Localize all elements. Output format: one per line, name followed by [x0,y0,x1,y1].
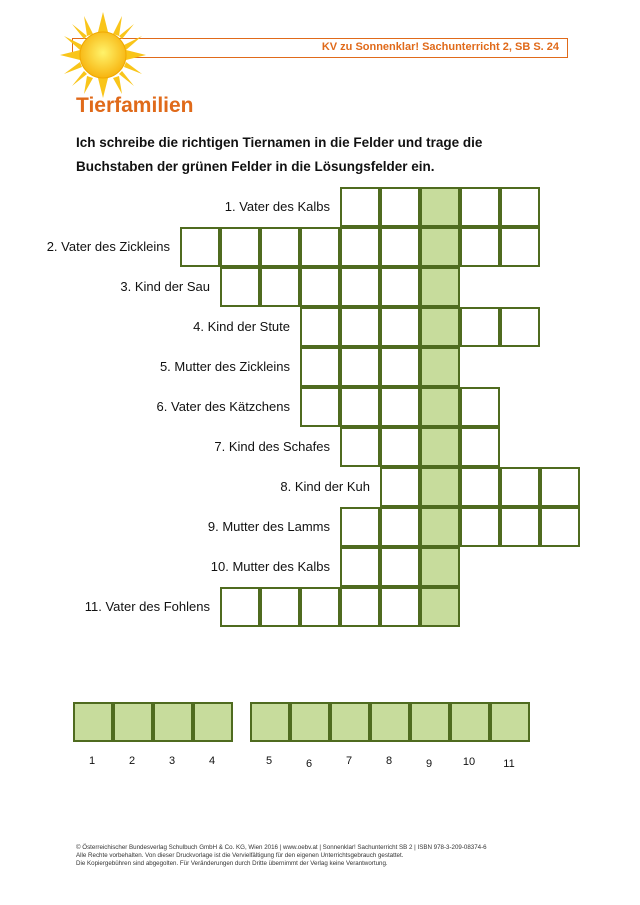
answer-cell-highlighted[interactable] [420,547,460,587]
solution-number: 7 [345,755,353,767]
answer-cell[interactable] [340,387,380,427]
answer-cell[interactable] [300,227,340,267]
page-title: Tierfamilien [76,94,194,117]
solution-cell[interactable] [330,702,370,742]
answer-cell[interactable] [380,387,420,427]
solution-number: 2 [128,755,136,767]
clue-label: 4. Kind der Stute [193,319,290,334]
answer-cell[interactable] [500,467,540,507]
answer-cell[interactable] [460,307,500,347]
answer-cell[interactable] [220,587,260,627]
answer-cell-highlighted[interactable] [420,347,460,387]
answer-cell[interactable] [380,427,420,467]
solution-cell[interactable] [370,702,410,742]
answer-cell[interactable] [300,347,340,387]
answer-cell[interactable] [380,187,420,227]
answer-cell[interactable] [300,387,340,427]
answer-cell[interactable] [380,347,420,387]
answer-cell[interactable] [340,547,380,587]
answer-cell[interactable] [340,227,380,267]
solution-cell[interactable] [73,702,113,742]
clue-label: 1. Vater des Kalbs [224,199,330,214]
answer-cell[interactable] [540,467,580,507]
answer-cell[interactable] [380,227,420,267]
header-box [72,38,568,58]
answer-cell-highlighted[interactable] [420,227,460,267]
answer-cell[interactable] [460,187,500,227]
answer-cell-highlighted[interactable] [420,587,460,627]
answer-cell[interactable] [380,507,420,547]
answer-cell-highlighted[interactable] [420,307,460,347]
answer-cell[interactable] [260,267,300,307]
answer-cell[interactable] [340,587,380,627]
answer-cell[interactable] [340,267,380,307]
answer-cell-highlighted[interactable] [420,267,460,307]
answer-cell[interactable] [380,267,420,307]
solution-cell[interactable] [290,702,330,742]
solution-cell[interactable] [153,702,193,742]
answer-cell-highlighted[interactable] [420,187,460,227]
solution-cell[interactable] [450,702,490,742]
answer-cell[interactable] [460,387,500,427]
answer-cell-highlighted[interactable] [420,387,460,427]
solution-cell[interactable] [410,702,450,742]
clue-label: 6. Vater des Kätzchens [156,399,290,414]
solution-cell[interactable] [490,702,530,742]
solution-number: 9 [425,758,433,770]
answer-cell[interactable] [340,347,380,387]
answer-cell[interactable] [500,187,540,227]
clue-label: 10. Mutter des Kalbs [210,559,330,574]
footer-line-2: Alle Rechte vorbehalten. Von dieser Druckvorlage ist die Vervielfältigung für den eigenen Unterrichtsgebrauch gestattet. [76,852,404,859]
answer-cell[interactable] [380,307,420,347]
clue-label: 2. Vater des Zickleins [46,239,170,254]
solution-cell[interactable] [250,702,290,742]
answer-cell[interactable] [300,267,340,307]
answer-cell[interactable] [260,587,300,627]
answer-cell[interactable] [380,587,420,627]
answer-cell[interactable] [340,187,380,227]
solution-number: 11 [503,758,515,770]
footer-line-3: Die Kopiergebühren sind abgegolten. Für Veränderungen durch Dritte übernimmt der Verlag keine Verantwortung. [76,860,388,867]
answer-cell[interactable] [300,587,340,627]
answer-cell[interactable] [380,467,420,507]
header-text: KV zu Sonnenklar! Sachunterricht 2, SB S. 24 [321,41,559,53]
solution-number: 5 [265,755,273,767]
answer-cell-highlighted[interactable] [420,507,460,547]
answer-cell[interactable] [500,307,540,347]
clue-label: 5. Mutter des Zickleins [159,359,290,374]
solution-number: 4 [208,755,216,767]
answer-cell-highlighted[interactable] [420,427,460,467]
clue-label: 8. Kind der Kuh [280,479,370,494]
answer-cell[interactable] [500,507,540,547]
solution-number: 8 [385,755,393,767]
solution-number: 1 [88,755,96,767]
answer-cell[interactable] [460,467,500,507]
instruction-line-2: Buchstaben der grünen Felder in die Lösungsfelder ein. [76,159,435,174]
answer-cell[interactable] [460,507,500,547]
clue-label: 7. Kind des Schafes [214,439,330,454]
answer-cell-highlighted[interactable] [420,467,460,507]
solution-number: 3 [168,755,176,767]
solution-cell[interactable] [193,702,233,742]
answer-cell[interactable] [180,227,220,267]
answer-cell[interactable] [380,547,420,587]
instruction-line-1: Ich schreibe die richtigen Tiernamen in die Felder und trage die [76,135,483,150]
footer-line-1: © Österreichischer Bundesverlag Schulbuch GmbH & Co. KG, Wien 2016 | www.oebv.at | Sonnenklar! Sachunterricht SB 2 | ISBN 978-3-209-08374-6 [76,844,487,851]
clue-label: 11. Vater des Fohlens [84,599,210,614]
answer-cell[interactable] [540,507,580,547]
answer-cell[interactable] [460,427,500,467]
answer-cell[interactable] [220,267,260,307]
sun-icon [60,12,146,98]
solution-number: 6 [305,758,313,770]
answer-cell[interactable] [340,427,380,467]
answer-cell[interactable] [500,227,540,267]
answer-cell[interactable] [460,227,500,267]
clue-label: 9. Mutter des Lamms [207,519,330,534]
footer [76,844,576,868]
instruction-text [76,131,576,179]
answer-cell[interactable] [340,307,380,347]
answer-cell[interactable] [300,307,340,347]
solution-number: 10 [462,756,476,768]
answer-cell[interactable] [220,227,260,267]
solution-cell[interactable] [113,702,153,742]
clue-label: 3. Kind der Sau [120,279,210,294]
answer-cell[interactable] [340,507,380,547]
answer-cell[interactable] [260,227,300,267]
